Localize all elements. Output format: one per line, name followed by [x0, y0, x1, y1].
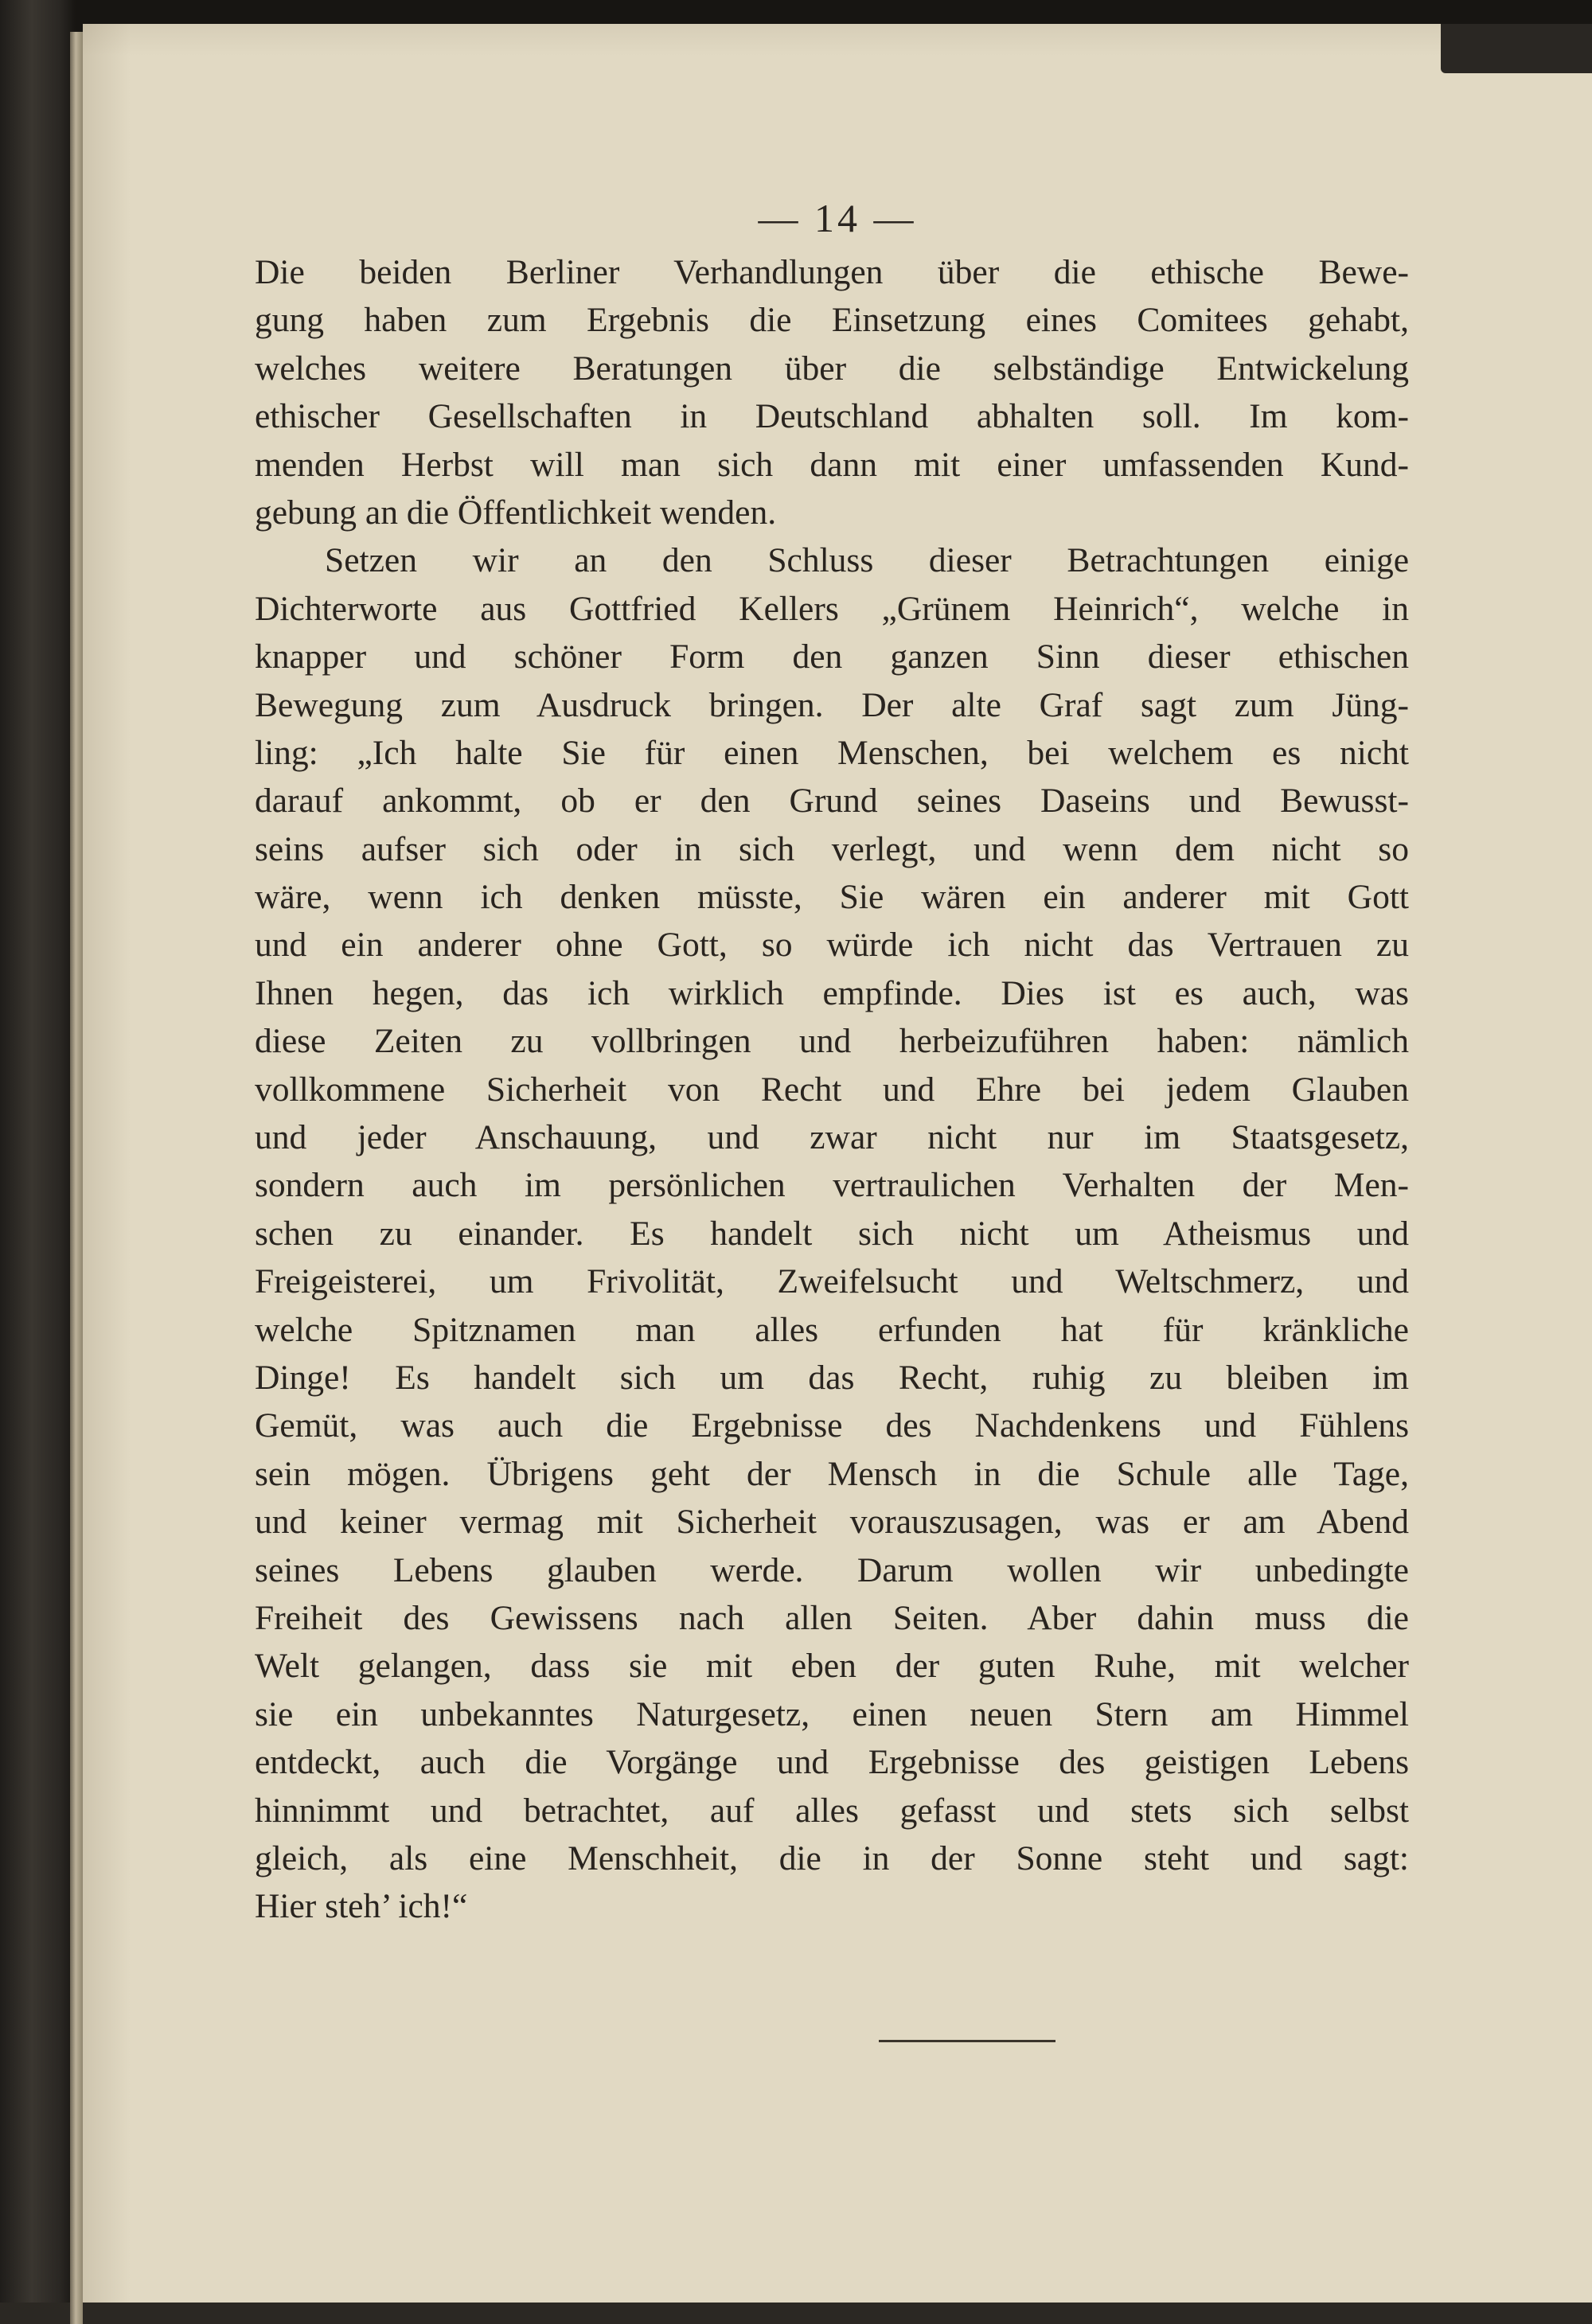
text-line: seines Lebens glauben werde. Darum wollen wir unbedingte — [255, 1550, 1409, 1589]
text-line: Bewegung zum Ausdruck bringen. Der alte Graf sagt zum Jüng- — [255, 685, 1409, 724]
text-line: gleich, als eine Menschheit, die in der Sonne steht und sagt: — [255, 1839, 1409, 1878]
dark-corner-background — [1441, 24, 1592, 73]
text-line: ling: „Ich halte Sie für einen Menschen, bei welchem es nicht — [255, 733, 1409, 772]
text-line: wäre, wenn ich denken müsste, Sie wären ein anderer mit Gott — [255, 878, 1409, 917]
text-line: entdeckt, auch die Vorgänge und Ergebnisse des geistigen Lebens — [255, 1743, 1409, 1782]
text-line: vollkommene Sicherheit von Recht und Ehre bei jedem Glauben — [255, 1070, 1409, 1109]
text-line: welches weitere Beratungen über die selbständige Entwickelung — [255, 349, 1409, 388]
text-line: Die beiden Berliner Verhandlungen über die ethische Bewe- — [255, 253, 1409, 291]
page-number: — 14 — — [758, 196, 917, 240]
text-line: diese Zeiten zu vollbringen und herbeizuführen haben: nämlich — [255, 1022, 1409, 1061]
text-line: darauf ankommt, ob er den Grund seines Daseins und Bewusst- — [255, 782, 1409, 821]
text-line: schen zu einander. Es handelt sich nicht um Atheismus und — [255, 1214, 1409, 1253]
text-line: hinnimmt und betrachtet, auf alles gefasst und stets sich selbst — [255, 1791, 1409, 1830]
text-line: sondern auch im persönlichen vertraulichen Verhalten der Men- — [255, 1166, 1409, 1205]
text-line: gebung an die Öffentlichkeit wenden. — [255, 493, 777, 532]
text-line: Ihnen hegen, das ich wirklich empfinde. Dies ist es auch, was — [255, 973, 1409, 1012]
text-line: seins aufser sich oder in sich verlegt, und wenn dem nicht so — [255, 829, 1409, 868]
text-line: und keiner vermag mit Sicherheit vorauszusagen, was er am Abend — [255, 1503, 1409, 1542]
text-line: menden Herbst will man sich dann mit einer umfassenden Kund- — [255, 445, 1409, 484]
text-line: Freiheit des Gewissens nach allen Seiten. Aber dahin muss die — [255, 1598, 1409, 1637]
text-line: knapper und schöner Form den ganzen Sinn dieser ethischen — [255, 638, 1409, 677]
text-line: und jeder Anschauung, und zwar nicht nur im Staatsgesetz, — [255, 1118, 1409, 1157]
text-line: ethischer Gesellschaften in Deutschland abhalten soll. Im kom- — [255, 397, 1409, 436]
text-line: und ein anderer ohne Gott, so würde ich nicht das Vertrauen zu — [255, 926, 1409, 965]
text-line: sein mögen. Übrigens geht der Mensch in die Schule alle Tage, — [255, 1454, 1409, 1493]
text-line: Freigeisterei, um Frivolität, Zweifelsucht und Weltschmerz, und — [255, 1262, 1409, 1301]
book-spine-edge — [70, 32, 83, 2324]
text-line: Welt gelangen, dass sie mit eben der guten Ruhe, mit welcher — [255, 1647, 1409, 1686]
text-line: Hier steh’ ich!“ — [255, 1887, 468, 1926]
text-line: Setzen wir an den Schluss dieser Betrachtungen einige — [325, 541, 1409, 580]
end-rule — [879, 2040, 1055, 2042]
text-line: Gemüt, was auch die Ergebnisse des Nachdenkens und Fühlens — [255, 1406, 1409, 1445]
text-line: Dichterworte aus Gottfried Kellers „Grünem Heinrich“, welche in — [255, 589, 1409, 628]
text-line: gung haben zum Ergebnis die Einsetzung eines Comitees gehabt, — [255, 301, 1409, 340]
text-line: sie ein unbekanntes Naturgesetz, einen neuen Stern am Himmel — [255, 1694, 1409, 1733]
text-line: welche Spitznamen man alles erfunden hat für kränkliche — [255, 1310, 1409, 1349]
text-line: Dinge! Es handelt sich um das Recht, ruhig zu bleiben im — [255, 1358, 1409, 1397]
body-text — [255, 248, 1409, 1931]
